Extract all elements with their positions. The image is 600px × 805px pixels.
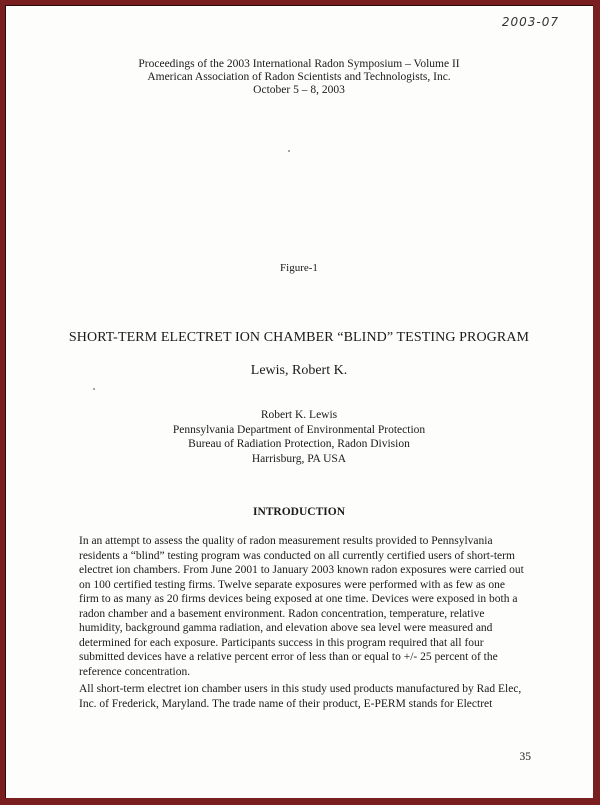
text-line: on 100 certified testing firms. Twelve separate exposures were performed with as few as one bbox=[79, 578, 505, 591]
scan-speck bbox=[93, 388, 95, 390]
header-line: American Association of Radon Scientists and Technologists, Inc. bbox=[147, 71, 451, 83]
text-line: radon chamber and a basement environment. Radon concentration, temperature, relative bbox=[79, 607, 485, 620]
affiliation-line: Robert K. Lewis bbox=[260, 409, 338, 421]
author-name: Lewis, Robert K. bbox=[250, 363, 348, 378]
handwritten-document-code: 2003-07 bbox=[501, 15, 559, 29]
text-line: determined for each exposure. Participants success in this program required that all four bbox=[79, 636, 484, 649]
section-heading-introduction: INTRODUCTION bbox=[252, 506, 345, 518]
header-line: Proceedings of the 2003 International Radon Symposium – Volume II bbox=[138, 58, 460, 70]
header-line: October 5 – 8, 2003 bbox=[253, 84, 345, 96]
text-line: firm to as many as 20 firms devices being exposed at one time. Devices were exposed in both a bbox=[79, 593, 518, 605]
affiliation-line: Pennsylvania Department of Environmental Protection bbox=[172, 423, 426, 436]
introduction-paragraph-2 bbox=[79, 682, 547, 711]
text-line: Inc. of Frederick, Maryland. The trade name of their product, E-PERM stands for Electret bbox=[79, 697, 493, 710]
text-line: residents a “blind” testing program was conducted on all currently certified users of short-term bbox=[79, 549, 515, 562]
text-line: submitted devices have a relative percent error of less than or equal to +/- 25 percent of the bbox=[79, 651, 498, 663]
proceedings-header bbox=[5, 58, 593, 97]
text-line: reference concentration. bbox=[79, 665, 191, 678]
scan-speck bbox=[288, 150, 290, 152]
document-page bbox=[5, 5, 593, 798]
introduction-paragraph-1 bbox=[79, 534, 547, 679]
figure-label: Figure-1 bbox=[280, 262, 318, 274]
author-affiliation bbox=[5, 408, 593, 466]
paper-title: SHORT-TERM ELECTRET ION CHAMBER “BLIND” TESTING PROGRAM bbox=[68, 330, 530, 345]
text-line: electret ion chambers. From June 2001 to January 2003 known radon exposures were carried out bbox=[79, 564, 524, 576]
page-number: 35 bbox=[519, 751, 531, 763]
text-line: humidity, background gamma radiation, and elevation above sea level were measured and bbox=[79, 622, 493, 634]
affiliation-line: Harrisburg, PA USA bbox=[251, 452, 347, 465]
text-line: In an attempt to assess the quality of radon measurement results provided to Pennsylvania bbox=[79, 535, 493, 547]
affiliation-line: Bureau of Radiation Protection, Radon Division bbox=[188, 438, 410, 450]
text-line: All short-term electret ion chamber users in this study used products manufactured by Rad Elec, bbox=[79, 683, 522, 695]
